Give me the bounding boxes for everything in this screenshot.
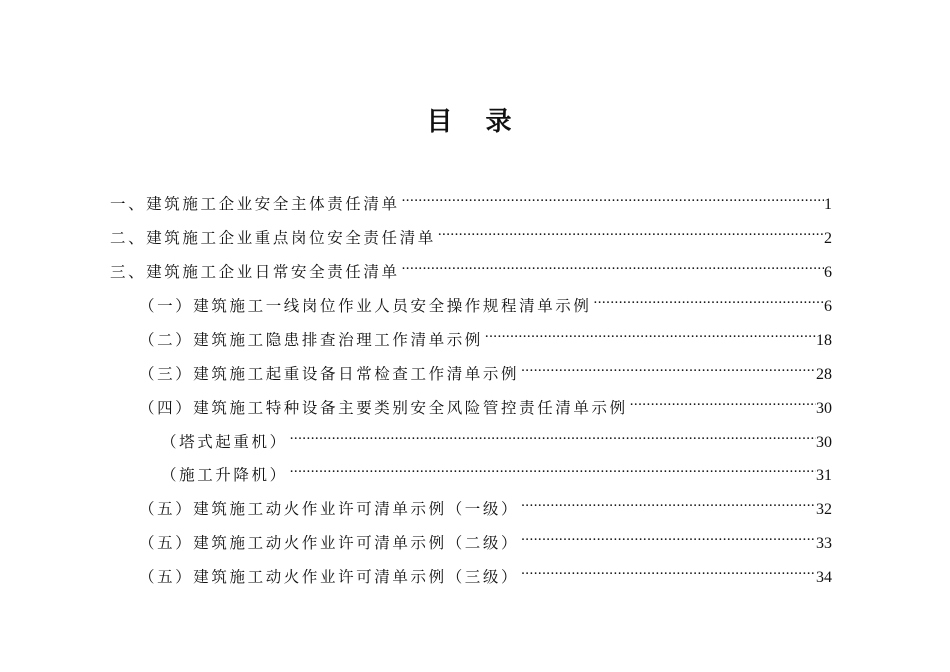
toc-entry-title: （施工升降机） [161,466,288,484]
toc-entry-section-3[interactable] [110,253,832,281]
toc-dot-leader [592,287,824,311]
toc-entry-subsection-5-level-1[interactable] [139,490,832,518]
toc-entry-section-1[interactable] [110,185,832,213]
toc-entry-title: （塔式起重机） [161,433,288,451]
toc-page-number: 31 [816,467,832,484]
toc-entry-title: 三、建筑施工企业日常安全责任清单 [110,263,400,281]
toc-entry-subsection-5-level-3[interactable] [139,558,832,586]
toc-page-number: 18 [816,332,832,349]
toc-entry-title: 二、建筑施工企业重点岗位安全责任清单 [110,229,436,247]
toc-entry-title: （二）建筑施工隐患排查治理工作清单示例 [139,331,483,349]
toc-page-number: 34 [816,569,832,586]
toc-page-number: 32 [816,501,832,518]
toc-entry-title: （五）建筑施工动火作业许可清单示例（二级） [139,534,520,552]
page-title: 目 录 [426,107,524,137]
toc-entry-subsection-1[interactable] [139,287,832,315]
toc-entry-title: （五）建筑施工动火作业许可清单示例（一级） [139,500,520,518]
toc-dot-leader [483,321,816,345]
toc-page-number: 30 [816,434,832,451]
toc-page-number: 30 [816,400,832,417]
toc-dot-leader [400,253,824,277]
toc-dot-leader [519,558,816,582]
toc-dot-leader [436,219,824,243]
toc-entry-subsection-4[interactable] [139,389,832,417]
toc-page-number: 6 [824,298,832,315]
toc-entry-construction-hoist[interactable] [161,456,832,484]
toc-entry-title: （一）建筑施工一线岗位作业人员安全操作规程清单示例 [139,297,592,315]
toc-entry-subsection-3[interactable] [139,355,832,383]
toc-dot-leader [519,490,816,514]
toc-dot-leader [288,456,816,480]
toc-dot-leader [519,524,816,548]
toc-entry-title: 一、建筑施工企业安全主体责任清单 [110,195,400,213]
toc-entry-title: （三）建筑施工起重设备日常检查工作清单示例 [139,365,520,383]
toc-entry-section-2[interactable] [110,219,832,247]
toc-entry-subsection-2[interactable] [139,321,832,349]
toc-entry-tower-crane[interactable] [161,423,832,451]
toc-page-number: 2 [824,230,832,247]
toc-entry-title: （五）建筑施工动火作业许可清单示例（三级） [139,568,520,586]
toc-page-number: 1 [824,196,832,213]
toc-dot-leader [519,355,816,379]
toc-page-number: 28 [816,366,832,383]
toc-dot-leader [288,423,816,447]
toc-entry-subsection-5-level-2[interactable] [139,524,832,552]
toc-dot-leader [628,389,816,413]
toc-dot-leader [400,185,824,209]
toc-page-number: 33 [816,535,832,552]
toc-page-number: 6 [824,264,832,281]
toc-entry-title: （四）建筑施工特种设备主要类别安全风险管控责任清单示例 [139,399,628,417]
